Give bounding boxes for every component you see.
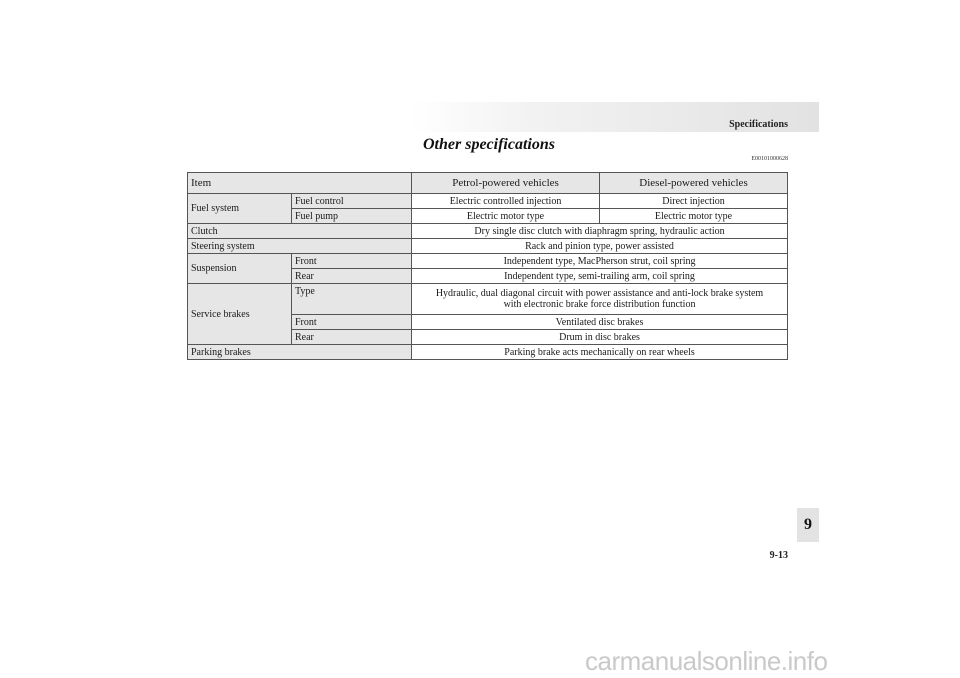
running-header-title: Specifications (729, 119, 788, 130)
value-brakes-type (412, 284, 788, 315)
value-brakes-type-line1: Hydraulic, dual diagonal circuit with power assistance and anti-lock brake system (435, 288, 764, 299)
specifications-table (187, 172, 788, 360)
chapter-tab: 9 (797, 508, 819, 542)
section-title: Other specifications (423, 136, 555, 153)
table-row (188, 284, 788, 315)
row-label-fuel-system: Fuel system (188, 194, 292, 224)
header-item: Item (188, 173, 412, 194)
value-brakes-rear: Drum in disc brakes (412, 330, 788, 345)
section-code: E00101000628 (751, 156, 788, 162)
header-petrol: Petrol-powered vehicles (412, 173, 600, 194)
value-fuel-pump-petrol: Electric motor type (412, 209, 600, 224)
row-label-steering: Steering system (188, 239, 412, 254)
watermark: carmanualsonline.info (585, 646, 828, 676)
row-label-parking-brakes: Parking brakes (188, 345, 412, 360)
value-suspension-front: Independent type, MacPherson strut, coil spring (412, 254, 788, 269)
value-brakes-type-line2: with electronic brake force distribution function (503, 299, 696, 310)
table-row (188, 239, 788, 254)
sub-label-fuel-control: Fuel control (292, 194, 412, 209)
value-fuel-control-petrol: Electric controlled injection (412, 194, 600, 209)
table-row (188, 224, 788, 239)
sub-label-fuel-pump: Fuel pump (292, 209, 412, 224)
table-row (188, 254, 788, 269)
table-row (188, 194, 788, 209)
value-parking-brakes: Parking brake acts mechanically on rear wheels (412, 345, 788, 360)
value-clutch: Dry single disc clutch with diaphragm spring, hydraulic action (412, 224, 788, 239)
value-fuel-pump-diesel: Electric motor type (600, 209, 788, 224)
header-diesel: Diesel-powered vehicles (600, 173, 788, 194)
row-label-clutch: Clutch (188, 224, 412, 239)
row-label-service-brakes: Service brakes (188, 284, 292, 345)
value-brakes-front: Ventilated disc brakes (412, 315, 788, 330)
table-header-row (188, 173, 788, 194)
sub-label-suspension-rear: Rear (292, 269, 412, 284)
sub-label-brakes-front: Front (292, 315, 412, 330)
page-number: 9-13 (769, 550, 788, 561)
value-fuel-control-diesel: Direct injection (600, 194, 788, 209)
sub-label-brakes-rear: Rear (292, 330, 412, 345)
value-suspension-rear: Independent type, semi-trailing arm, coil spring (412, 269, 788, 284)
sub-label-suspension-front: Front (292, 254, 412, 269)
table-row (188, 345, 788, 360)
row-label-suspension: Suspension (188, 254, 292, 284)
sub-label-brakes-type: Type (292, 284, 412, 315)
value-steering: Rack and pinion type, power assisted (412, 239, 788, 254)
